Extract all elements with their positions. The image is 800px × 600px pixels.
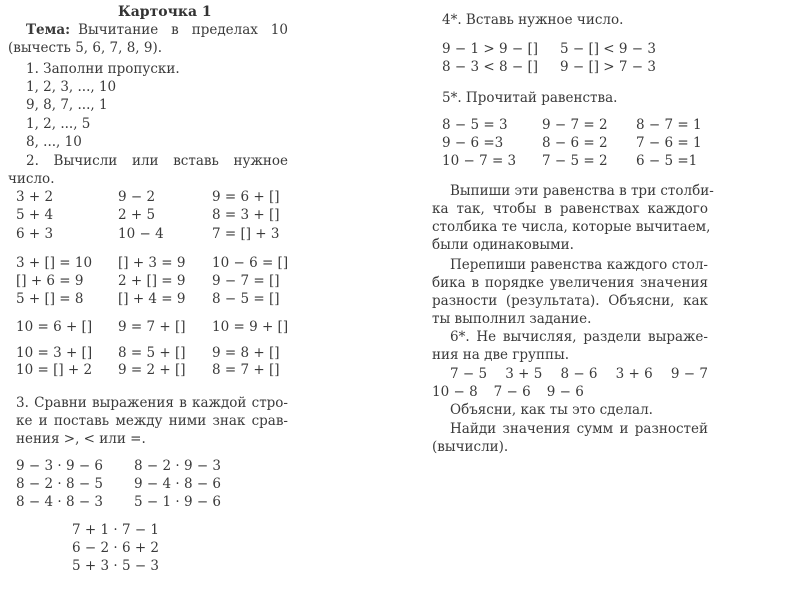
expr: 8 − 4 · 8 − 3 xyxy=(16,494,104,510)
task4-heading: 4*. Вставь нужное число. xyxy=(442,12,624,28)
expr: 2 + 5 xyxy=(118,207,156,223)
task6-row xyxy=(450,366,708,382)
expr: 8 − 6 = 2 xyxy=(542,135,608,151)
expr: 3 + 2 xyxy=(16,189,54,205)
card-title: Карточка 1 xyxy=(118,4,212,20)
expr: 3 + 6 xyxy=(615,366,653,382)
expr: 10 = 3 + [] xyxy=(16,345,93,361)
task2-row xyxy=(16,273,280,289)
expr: 8 = 7 + [] xyxy=(212,362,280,378)
expr: 10 − 7 = 3 xyxy=(442,153,517,169)
expr: 8 − 2 · 9 − 3 xyxy=(134,458,222,474)
compare-centered: 5 + 3 · 5 − 3 xyxy=(72,558,160,574)
task2-row xyxy=(16,189,280,205)
task3-heading-3: нения >, < или =. xyxy=(16,431,146,447)
task5-paragraph-line: ты выполнил задание. xyxy=(432,311,592,327)
expr: 9 = 8 + [] xyxy=(212,345,280,361)
task4-row xyxy=(442,59,656,75)
task6-find: Найди значения сумм и разностей xyxy=(450,421,708,437)
expr: 9 − 1 > 9 − [] xyxy=(442,41,538,57)
expr: 9 − 3 · 9 − 6 xyxy=(16,458,104,474)
task5-paragraph-line: были одинаковыми. xyxy=(432,237,574,253)
task5-paragraph-line: бика в порядке увеличения значения xyxy=(432,275,708,291)
task6-heading: 6*. Не вычисляя, раздели выраже- xyxy=(450,329,708,345)
expr: 5 − 1 · 9 − 6 xyxy=(134,494,222,510)
expr: 9 − 7 = [] xyxy=(212,273,280,289)
expr: 9 = 7 + [] xyxy=(118,319,186,335)
expr: 8 − 2 · 8 − 5 xyxy=(16,476,104,492)
expr: 8 − 6 xyxy=(560,366,598,382)
task1-line: 1, 2, 3, ..., 10 xyxy=(26,79,117,95)
expr: [] + 3 = 9 xyxy=(118,255,186,271)
expr: 8 = 5 + [] xyxy=(118,345,186,361)
compare-centered: 6 − 2 · 6 + 2 xyxy=(72,540,160,556)
expr: 7 − 6 xyxy=(493,384,531,400)
task2-row xyxy=(16,345,280,361)
task2-row xyxy=(16,319,288,335)
expr: 5 − [] < 9 − 3 xyxy=(560,41,656,57)
task5-row xyxy=(442,117,702,133)
task5-paragraph-line: ка так, чтобы в равенствах каждого xyxy=(432,201,708,217)
expr: 9 − [] > 7 − 3 xyxy=(560,59,656,75)
expr: 7 − 5 xyxy=(450,366,488,382)
task1-line: 8, ..., 10 xyxy=(26,134,82,150)
task5-heading: 5*. Прочитай равенства. xyxy=(442,90,618,106)
expr: 3 + 5 xyxy=(505,366,543,382)
expr: 3 + [] = 10 xyxy=(16,255,93,271)
task2-heading-2: число. xyxy=(8,171,55,187)
expr: [] + 6 = 9 xyxy=(16,273,84,289)
expr: 5 + 4 xyxy=(16,207,54,223)
task6-row xyxy=(432,384,584,400)
task2-row xyxy=(16,207,280,223)
task5-row xyxy=(442,153,697,169)
compare-centered: 7 + 1 · 7 − 1 xyxy=(72,522,160,538)
task3-heading: 3. Сравни выражения в каждой стро- xyxy=(16,395,288,411)
task2-row xyxy=(16,226,280,242)
task2-row xyxy=(16,255,288,271)
expr: 10 = 6 + [] xyxy=(16,319,93,335)
expr: 7 − 6 = 1 xyxy=(636,135,702,151)
compare-row xyxy=(16,494,221,510)
expr: 10 − 4 xyxy=(118,226,164,242)
task2-row xyxy=(16,362,280,378)
task5-paragraph-line: разности (результата). Объясни, как xyxy=(432,293,708,309)
expr: 8 − 7 = 1 xyxy=(636,117,702,133)
expr: 9 − 7 = 2 xyxy=(542,117,608,133)
expr: 10 = [] + 2 xyxy=(16,362,93,378)
task2-row xyxy=(16,291,280,307)
expr: 6 + 3 xyxy=(16,226,54,242)
expr: 7 − 5 = 2 xyxy=(542,153,608,169)
expr: 10 − 8 xyxy=(432,384,478,400)
task2-heading: 2. Вычисли или вставь нужное xyxy=(26,153,288,169)
expr: 8 = 3 + [] xyxy=(212,207,280,223)
expr: 9 − 6 xyxy=(546,384,584,400)
task6-heading-2: ния на две группы. xyxy=(432,347,570,363)
topic-text: Вычитание в пределах 10 xyxy=(78,22,288,38)
task3-heading-2: ке и поставь между ними знак срав- xyxy=(16,413,288,429)
expr: 9 = 6 + [] xyxy=(212,189,280,205)
expr: 7 = [] + 3 xyxy=(212,226,280,242)
topic-text-2: (вычесть 5, 6, 7, 8, 9). xyxy=(8,40,163,56)
task1-heading: 1. Заполни пропуски. xyxy=(26,61,180,77)
expr: 8 − 5 = 3 xyxy=(442,117,508,133)
task1-line: 9, 8, 7, ..., 1 xyxy=(26,97,108,113)
expr: 8 − 5 = [] xyxy=(212,291,280,307)
expr: 9 = 2 + [] xyxy=(118,362,186,378)
expr: 9 − 2 xyxy=(118,189,156,205)
task5-paragraph-line: Выпиши эти равенства в три столби- xyxy=(450,183,714,199)
expr: 9 − 4 · 8 − 6 xyxy=(134,476,222,492)
task5-paragraph-line: столбика те числа, которые вычитаем, xyxy=(432,219,711,235)
task5-row xyxy=(442,135,702,151)
expr: 10 = 9 + [] xyxy=(212,319,289,335)
topic-label: Тема: xyxy=(26,22,71,38)
task1-line: 1, 2, ..., 5 xyxy=(26,116,91,132)
expr: [] + 4 = 9 xyxy=(118,291,186,307)
task6-explain: Объясни, как ты это сделал. xyxy=(450,402,653,418)
topic-line xyxy=(26,22,288,38)
expr: 9 − 6 =3 xyxy=(442,135,504,151)
expr: 2 + [] = 9 xyxy=(118,273,186,289)
expr: 9 − 7 xyxy=(670,366,708,382)
expr: 8 − 3 < 8 − [] xyxy=(442,59,538,75)
compare-row xyxy=(16,458,221,474)
compare-row xyxy=(16,476,221,492)
task4-row xyxy=(442,41,656,57)
task5-paragraph-line: Перепиши равенства каждого стол- xyxy=(450,257,708,273)
expr: 6 − 5 =1 xyxy=(636,153,698,169)
expr: 10 − 6 = [] xyxy=(212,255,289,271)
task6-find-2: (вычисли). xyxy=(432,439,509,455)
expr: 5 + [] = 8 xyxy=(16,291,84,307)
